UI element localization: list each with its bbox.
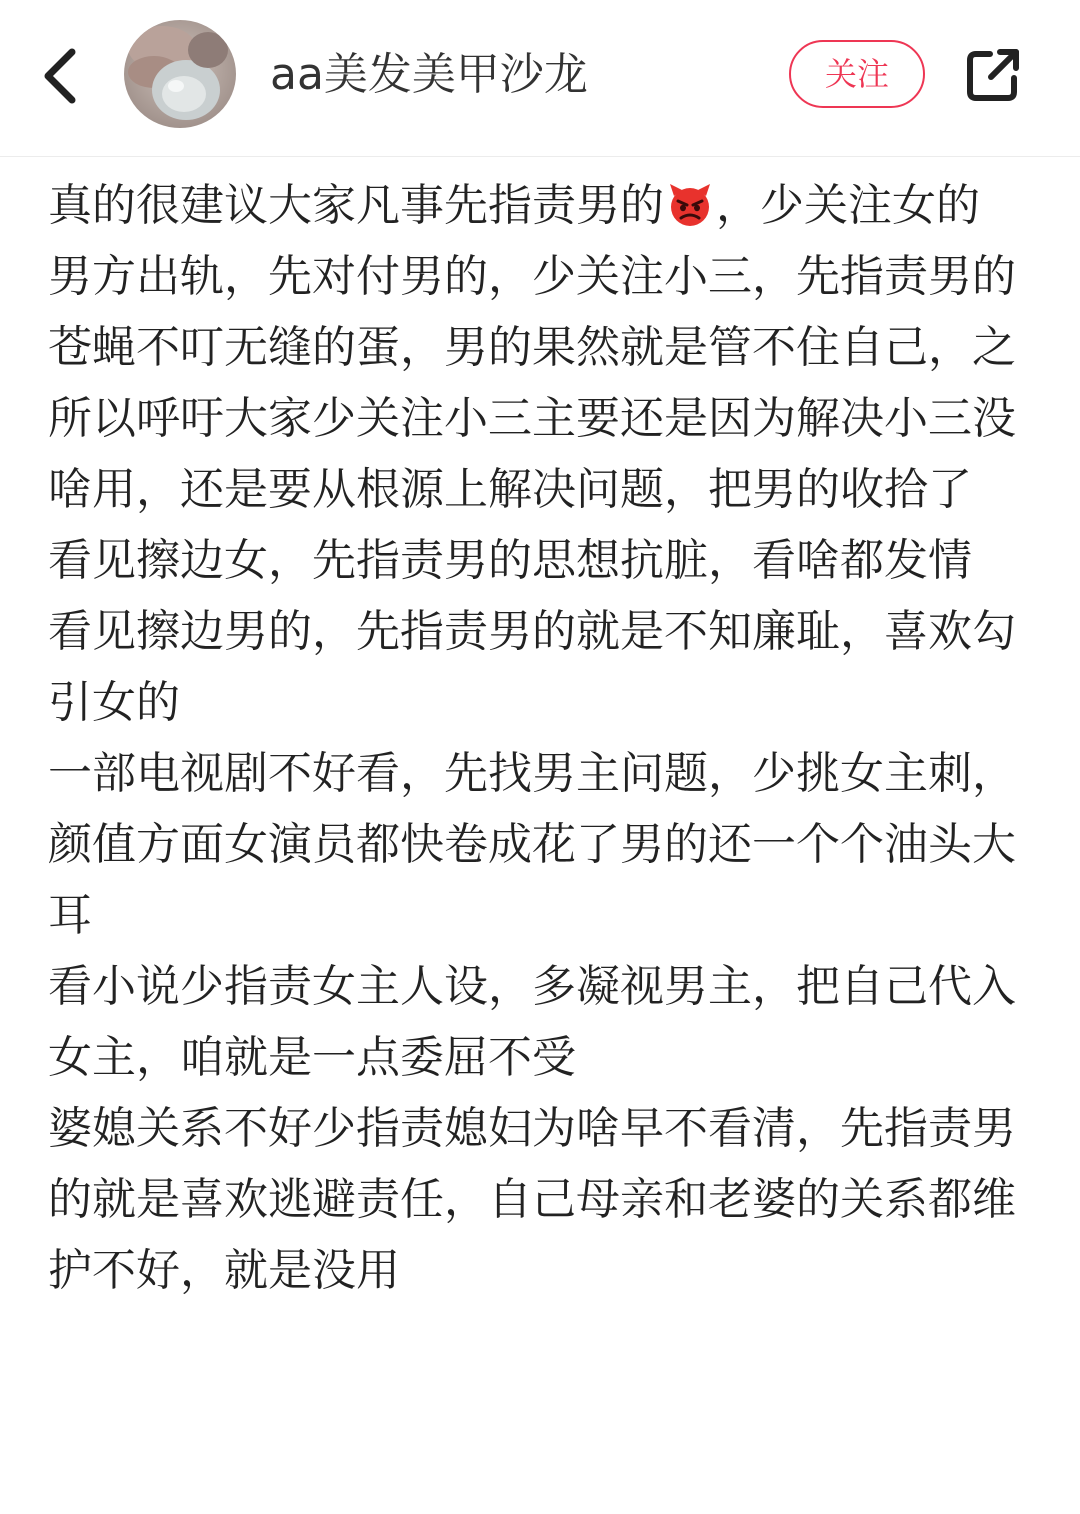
share-button[interactable] [958,40,1028,110]
post-text: 真的很建议大家凡事先指责男的 [48,180,664,231]
share-external-icon [958,40,1028,110]
back-button[interactable] [28,40,94,112]
follow-button[interactable]: 关注 [789,40,925,108]
post-paragraph: 婆媳关系不好少指责媳妇为啥早不看清，先指责男的就是喜欢逃避责任，自己母亲和老婆的关系都维护不好，就是没用 [48,1103,1016,1296]
chevron-left-icon [28,40,94,112]
author-name[interactable]: aa美发美甲沙龙 [270,49,588,100]
avatar-image [124,20,236,128]
author-avatar[interactable] [124,20,236,128]
top-bar [0,0,1080,157]
post-paragraph: 一部电视剧不好看，先找男主问题，少挑女主刺，颜值方面女演员都快卷成花了男的还一个个油头大耳 [48,748,1016,941]
post-paragraph: 男方出轨，先对付男的，少关注小三，先指责男的苍蝇不叮无缝的蛋，男的果然就是管不住自己，之所以呼吁大家少关注小三主要还是因为解决小三没啥用，还是要从根源上解决问题，把男的收拾了 [48,251,1016,515]
post-body [48,170,1020,1306]
post-paragraph: 看见擦边男的，先指责男的就是不知廉耻，喜欢勾引女的 [48,606,1016,728]
post-paragraph: 看见擦边女，先指责男的思想抗脏，看啥都发情 [48,535,972,586]
angry-devil-emoji-icon [666,178,714,226]
post-paragraph: 看小说少指责女主人设，多凝视男主，把自己代入女主，咱就是一点委屈不受 [48,961,1016,1083]
post-paragraph [48,170,1020,241]
post-text: ，少关注女的 [716,180,980,231]
